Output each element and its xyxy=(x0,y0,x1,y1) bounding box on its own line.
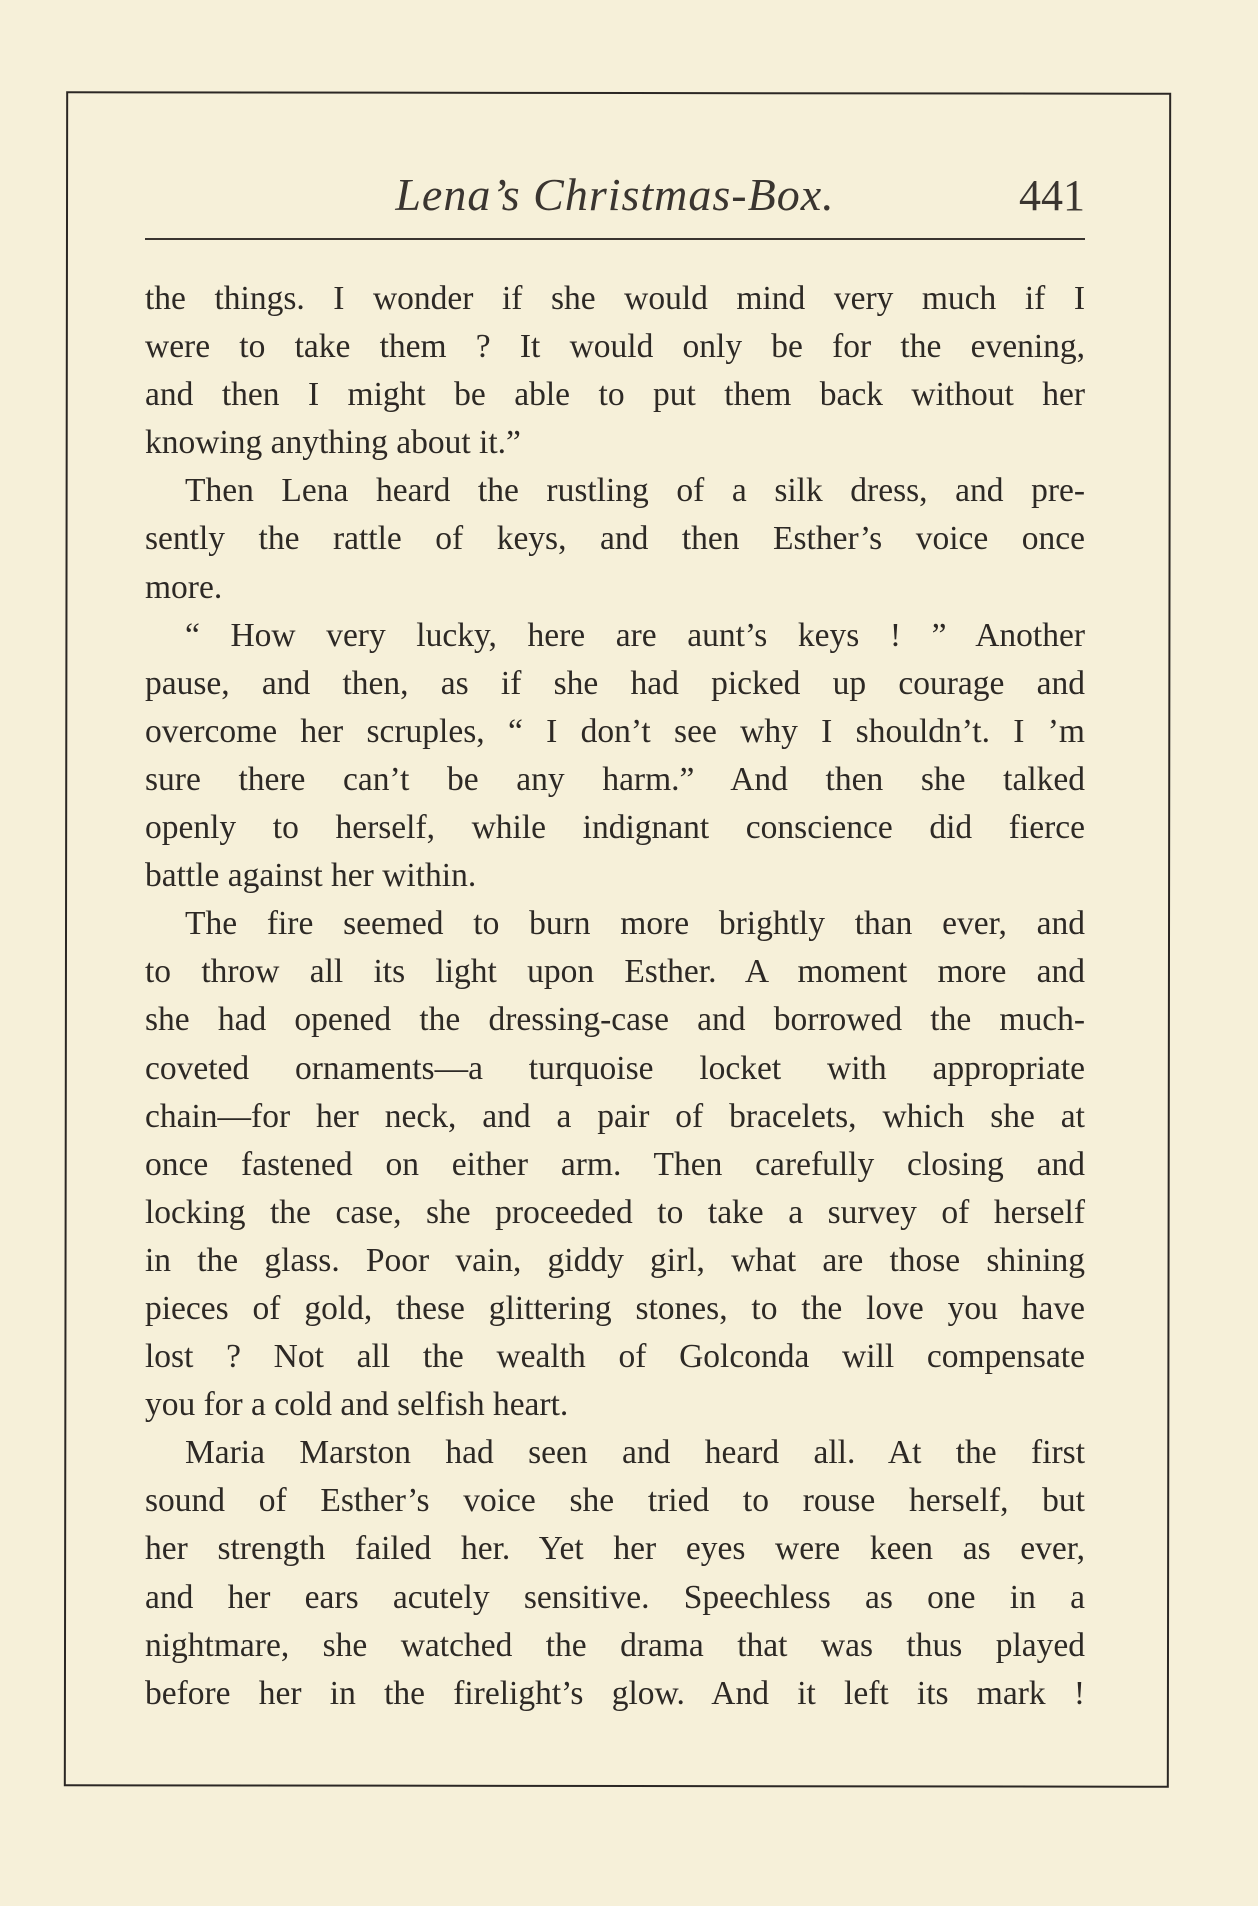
header-rule xyxy=(145,238,1085,240)
text-line: “ How very lucky, here are aunt’s keys ! ” Another xyxy=(185,616,1085,654)
text-line: you for a cold and selfish heart. xyxy=(145,1386,569,1424)
running-title: Lena’s Christmas-Box. xyxy=(395,169,835,220)
text-line: nightmare, she watched the drama that was thus played xyxy=(145,1626,1085,1664)
text-line: and her ears acutely sensitive. Speechless as one in a xyxy=(145,1578,1085,1616)
text-line: battle against her within. xyxy=(145,857,477,895)
text-line: overcome her scruples, “ I don’t see why I shouldn’t. I ’m xyxy=(145,712,1085,750)
text-line: once fastened on either arm. Then carefully closing and xyxy=(145,1145,1085,1183)
text-line: to throw all its light upon Esther. A moment more and xyxy=(145,953,1085,991)
text-line: Then Lena heard the rustling of a silk dress, and pre- xyxy=(185,472,1085,510)
body-text xyxy=(145,275,1085,1718)
text-line: pause, and then, as if she had picked up courage and xyxy=(145,664,1085,702)
text-line: were to take them ? It would only be for the evening, xyxy=(145,328,1085,366)
text-line: sound of Esther’s voice she tried to rouse herself, but xyxy=(145,1482,1085,1520)
text-line: chain—for her neck, and a pair of bracelets, which she at xyxy=(145,1097,1085,1135)
text-line: Maria Marston had seen and heard all. At the first xyxy=(185,1434,1085,1472)
running-head xyxy=(145,168,1085,224)
text-line: and then I might be able to put them back without her xyxy=(145,376,1085,414)
text-line: The fire seemed to burn more brightly than ever, and xyxy=(185,905,1085,943)
text-line: knowing anything about it.” xyxy=(145,424,521,462)
text-line: openly to herself, while indignant conscience did fierce xyxy=(145,809,1085,847)
text-line: in the glass. Poor vain, giddy girl, what are those shining xyxy=(145,1241,1085,1279)
text-line: lost ? Not all the wealth of Golconda will compensate xyxy=(145,1338,1085,1376)
text-line: more. xyxy=(145,568,223,606)
text-line: before her in the firelight’s glow. And it left its mark ! xyxy=(145,1674,1085,1712)
text-line: her strength failed her. Yet her eyes were keen as ever, xyxy=(145,1530,1085,1568)
text-line: locking the case, she proceeded to take a survey of herself xyxy=(145,1193,1085,1231)
text-line: coveted ornaments—a turquoise locket with appropriate xyxy=(145,1049,1085,1087)
text-line: the things. I wonder if she would mind very much if I xyxy=(145,280,1085,317)
text-line: she had opened the dressing-case and borrowed the much- xyxy=(145,1001,1085,1039)
text-line: sently the rattle of keys, and then Esther’s voice once xyxy=(145,520,1085,558)
text-line: sure there can’t be any harm.” And then she talked xyxy=(145,760,1085,798)
text-line: pieces of gold, these glittering stones, to the love you have xyxy=(145,1289,1085,1327)
page-number: 441 xyxy=(1019,171,1085,220)
